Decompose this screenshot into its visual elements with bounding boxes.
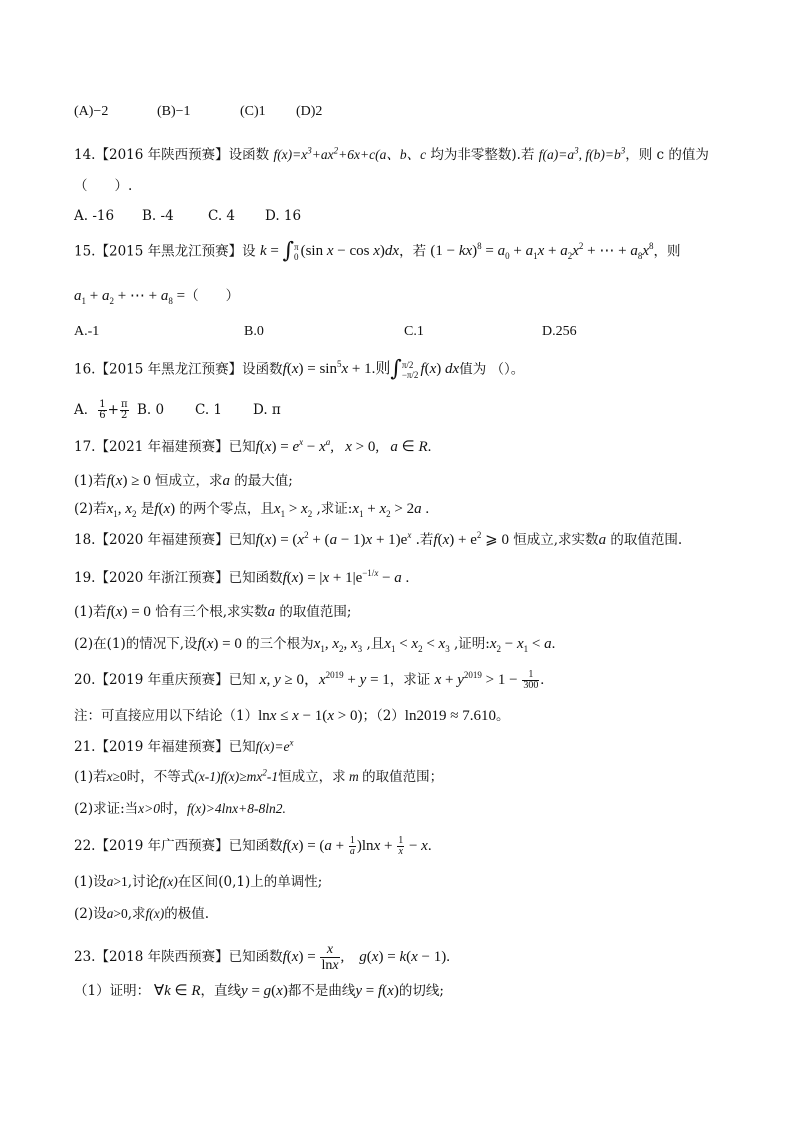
q22-function: f(x) = (a + $\frac{1}{a}$ )lnx + $\frac{1}{x}$ − x.: [282, 835, 432, 857]
q16-option-c: C. 1: [195, 402, 223, 418]
q18-line1: 18.【2020 年福建预赛】已知$f(x) = (x^2 + (a - 1)x + 1)e^x$ .若$f(x) + e^2$ ⩾ 0 恒成立,求实数a 的取值范围.: [74, 530, 683, 548]
q16-number: 16.: [74, 361, 96, 378]
q19-function: $f(x) = |x + 1|e^{-1/x} - a$ .: [282, 568, 410, 586]
q16-option-d: D. π: [253, 402, 281, 418]
q15-number: 15.: [74, 243, 96, 260]
q22-part2: (2)设a>0,求f(x)的极值.: [74, 906, 210, 922]
q18-function: $f(x) = (x^2 + (a - 1)x + 1)e^x$: [255, 530, 412, 548]
q17-function: $f(x) = e^x - x^a$, x > 0, a ∈ R.: [255, 437, 432, 455]
q19-line1: 19.【2020 年浙江预赛】已知函数$f(x) = |x + 1|e^{-1/x} - a$ .: [74, 568, 410, 586]
q16-function: $f(x) = \sin^5x + 1$.则∫ π/2 −π/2 f(x) dx: [282, 357, 460, 382]
q15-option-a: A.-1: [74, 324, 100, 339]
q15-source: 【2015 年黑龙江预赛】: [95, 243, 243, 260]
q22-line1: 22.【2019 年广西预赛】已知函数f(x) = (a + $\frac{1}{a}$ )lnx + $\frac{1}{x}$ − x.: [74, 835, 432, 857]
q19-part2: (2)在(1)的情况下,设f(x) = 0 的三个根为$x_1$, $x_2$, $x_3$ ,且$x_1 < x_2 < x_3$ ,证明$:x_2 - x_1 < a$.: [74, 636, 556, 654]
q23-f-function: f(x) = $\frac{x}{\ln x}$ , g(x) = k(x − 1).: [282, 942, 450, 973]
q14-option-d: D. 16: [265, 208, 302, 224]
q16-option-a: A． $\frac{1}{6}$ + $\frac{\pi}{2}$: [74, 399, 128, 421]
q20-claim: $x + y^{2019} > 1$ − $\frac{1}{300}$ .: [434, 669, 545, 691]
q15-line1: 15.【2015 年黑龙江预赛】设 k = ∫ π 0 (sin x − cos x)dx，若 $(1 - kx)^8 = a_0 + a_1x + a_2x^2$ + ⋯ + $a_8x^8$，则: [74, 239, 681, 264]
q14-option-a: A. -16: [74, 208, 115, 224]
q14-option-c: C. 4: [208, 208, 236, 224]
q15-expansion: $(1 - kx)^8 = a_0 + a_1x + a_2x^2$ + ⋯ + $a_8x^8$: [430, 241, 654, 262]
q15-option-c: C.1: [404, 324, 424, 339]
q14-option-b: B. -4: [142, 208, 174, 224]
q19-part1: (1)若f(x) = 0 恰有三个根,求实数a 的取值范围;: [74, 604, 352, 620]
q14-options: [74, 207, 301, 225]
q14-blank: （ ）.: [74, 178, 133, 194]
q21-function: $f(x)=e^x$: [255, 737, 294, 754]
q20-note: 注：可直接应用以下结论（1）lnx ≤ x − 1(x > 0)；（2）ln2019 ≈ 7.610。: [74, 708, 510, 724]
q13-option-a: (A)−2: [74, 104, 109, 119]
q21-part2: (2)求证:当x>0时，f(x)>4lnx+8-8ln2.: [74, 801, 286, 817]
q14-function: $f(x)=x^3+ax^2+6x+c(a$、b、c: [273, 145, 427, 162]
q15-options: [74, 323, 577, 341]
q14-condition: $f(a)=a^3$, $f(b)=b^3$: [538, 145, 626, 162]
q14-source: 【2016 年陕西预赛】: [95, 147, 229, 163]
q16-source: 【2015 年黑龙江预赛】: [95, 361, 243, 378]
q22-part1: (1)设a>1,讨论f(x)在区间(0,1)上的单调性;: [74, 874, 323, 890]
q13-option-b: (B)−1: [157, 104, 191, 119]
q16-options: [74, 400, 281, 421]
q14-number: 14.: [74, 147, 96, 163]
q16-line1: 16.【2015 年黑龙江预赛】设函数$f(x) = \sin^5x + 1$.则∫ π/2 −π/2 f(x) dx值为 （）。: [74, 357, 525, 382]
q20-line1: 20.【2019 年重庆预赛】已知 x, y ≥ 0，$x^{2019} + y = 1$，求证 $x + y^{2019} > 1$ − $\frac{1}{300}$ .: [74, 669, 545, 691]
q15-integral: k = ∫ π 0 (sin x − cos x)dx: [259, 239, 400, 264]
q17-part2: (2)若$x_1$, $x_2$ 是f(x) 的两个零点，且$x_1 > x_2$ ,求证$:x_1 + x_2 > 2a$ .: [74, 501, 430, 519]
q16-option-b: B. 0: [137, 402, 165, 418]
q17-line1: 17.【2021 年福建预赛】已知$f(x) = e^x - x^a$, x > 0, a ∈ R.: [74, 437, 432, 455]
q21-line1: 21.【2019 年福建预赛】已知$f(x)=e^x$: [74, 737, 294, 755]
q15-line2: $a_1 + a_2$ + ⋯ + $a_8$ =（ ）: [74, 288, 240, 306]
q15-sum: $a_1 + a_2$ + ⋯ + $a_8$ =: [74, 288, 186, 306]
q14-line1: 14.【2016 年陕西预赛】设函数 $f(x)=x^3+ax^2+6x+c(a$、b、c 均为非零整数).若 $f(a)=a^3$, $f(b)=b^3$，则 c 的值为: [74, 145, 709, 163]
q13-option-d: (D)2: [296, 104, 323, 119]
q21-part1: (1)若x≥0时，不等式$(x-1)f(x)\ge mx^2-1$恒成立，求 m 的取值范围；: [74, 767, 444, 785]
q15-option-b: B.0: [244, 324, 264, 339]
q20-condition: x, y ≥ 0，$x^{2019} + y = 1$: [259, 669, 390, 688]
q23-part1: （1）证明： ∀k ∈ R，直线y = g(x)都不是曲线y = f(x)的切线;: [74, 983, 444, 999]
q23-line1: 23.【2018 年陕西预赛】已知函数f(x) = $\frac{x}{\ln x}$ , g(x) = k(x − 1).: [74, 942, 450, 973]
q13-option-c: (C)1: [240, 104, 266, 119]
q15-option-d: D.256: [542, 324, 577, 339]
q17-part1: (1)若f(x) ≥ 0 恒成立，求a 的最大值;: [74, 473, 293, 489]
q13-options: [74, 103, 322, 121]
